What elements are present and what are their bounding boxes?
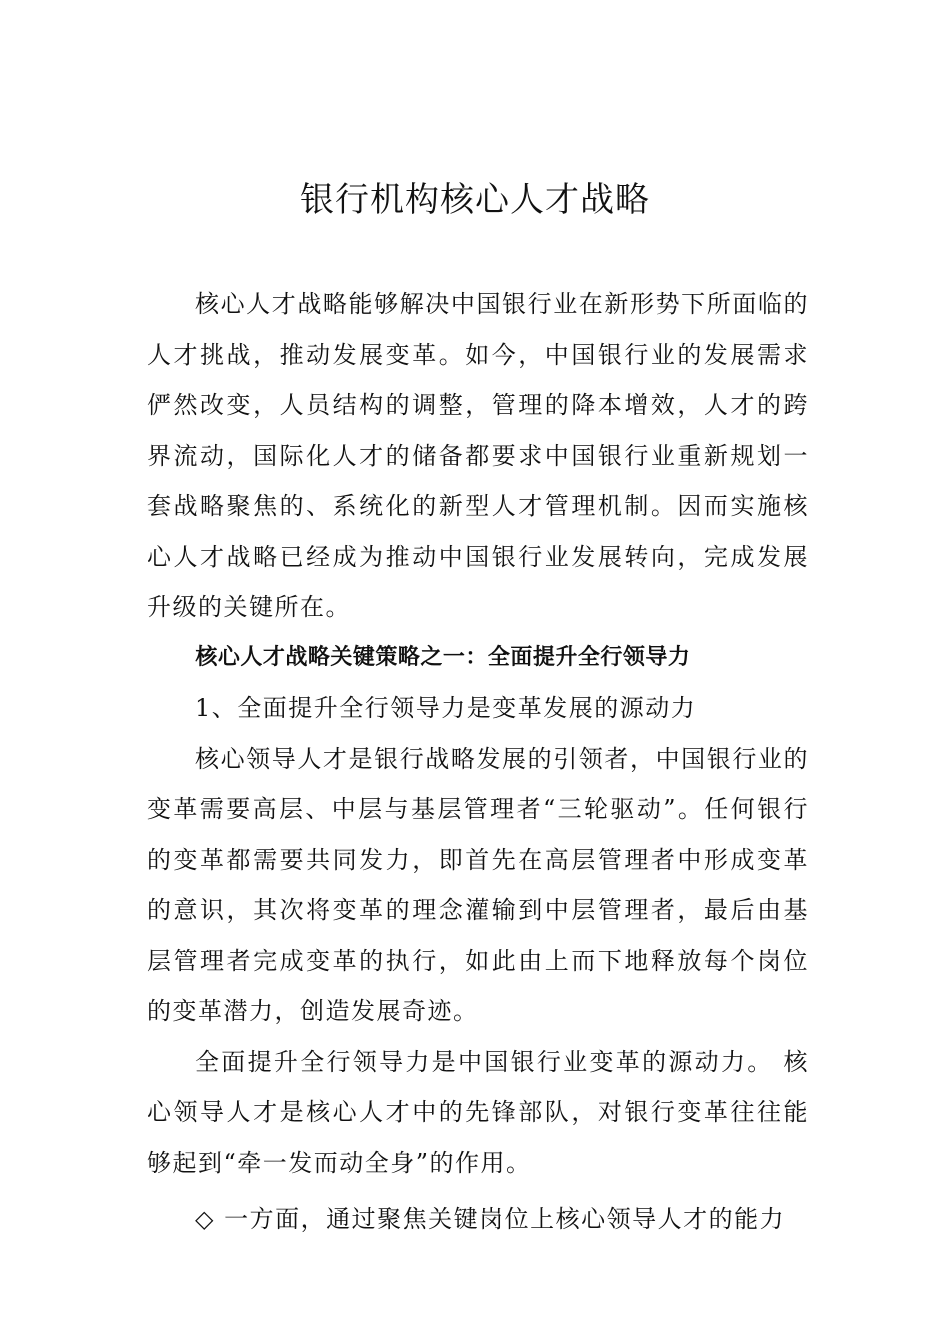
document-title: 银行机构核心人才战略 xyxy=(300,180,650,220)
document-body xyxy=(147,279,809,1245)
section-heading: 核心人才战略关键策略之一：全面提升全行领导力 xyxy=(195,644,691,670)
intro-paragraph: 核心人才战略能够解决中国银行业在新形势下所面临的人才挑战，推动发展变革。如今，中国银行业的发展需求俨然改变，人员结构的调整，管理的降本增效，人才的跨界流动，国际化人才的储备都要求中国银行业重新规划一套战略聚焦的、系统化的新型人才管理机制。因而实施核心人才战略已经成为推动中国银行业发展转向，完成发展升级的关键所在。 xyxy=(147,290,809,621)
body-paragraph-2: 全面提升全行领导力是中国银行业变革的源动力。 核心领导人才是核心人才中的先锋部队，对银行变革往往能够起到“牵一发而动全身”的作用。 xyxy=(147,1047,809,1177)
body-paragraph-1: 核心领导人才是银行战略发展的引领者，中国银行业的变革需要高层、中层与基层管理者“三轮驱动”。任何银行的变革都需要共同发力，即首先在高层管理者中形成变革的意识，其次将变革的理念灌输到中层管理者，最后由基层管理者完成变革的执行，如此由上而下地释放每个岗位的变革潜力，创造发展奇迹。 xyxy=(147,744,809,1025)
bullet-paragraph: ◇ 一方面，通过聚焦关键岗位上核心领导人才的能力 xyxy=(195,1205,786,1233)
subsection-heading: 1、全面提升全行领导力是变革发展的源动力 xyxy=(195,694,697,722)
